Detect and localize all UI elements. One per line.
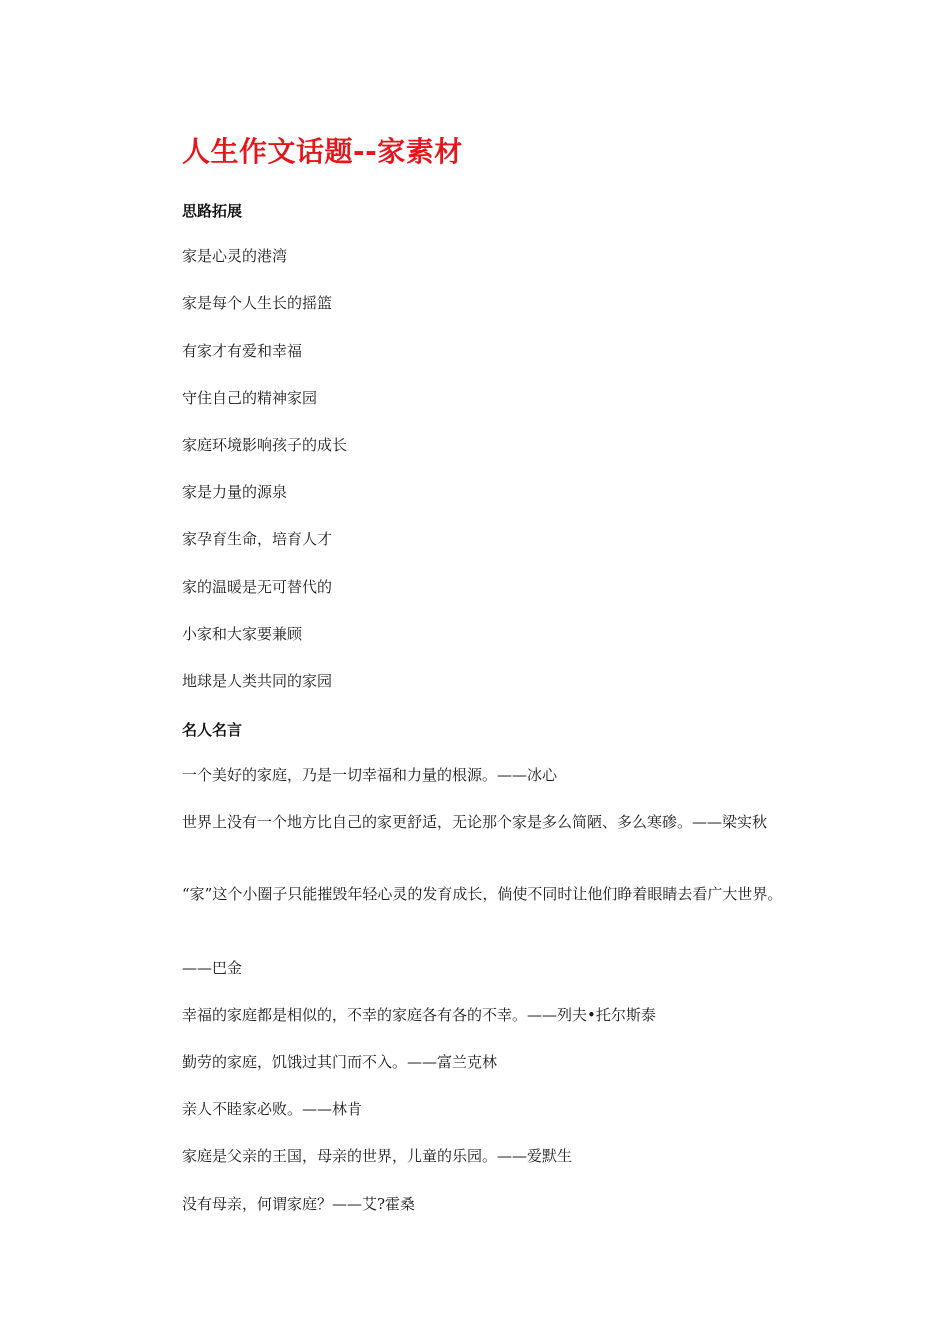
quote-item: 一个美好的家庭，乃是一切幸福和力量的根源。——冰心 bbox=[182, 766, 558, 784]
quote-item: 勤劳的家庭，饥饿过其门而不入。——富兰克林 bbox=[182, 1053, 498, 1071]
idea-item: 家是心灵的港湾 bbox=[182, 247, 288, 265]
idea-item: 家的温暖是无可替代的 bbox=[182, 578, 333, 596]
quote-item: 世界上没有一个地方比自己的家更舒适，无论那个家是多么简陋、多么寒碜。——梁实秋 bbox=[182, 813, 768, 831]
idea-item: 小家和大家要兼顾 bbox=[182, 625, 303, 643]
idea-item: 家是每个人生长的摇篮 bbox=[182, 294, 333, 312]
quote-item: 亲人不睦家必败。——林肯 bbox=[182, 1100, 363, 1118]
idea-item: 地球是人类共同的家园 bbox=[182, 672, 333, 690]
section-heading-ideas: 思路拓展 bbox=[182, 202, 243, 220]
idea-item: 家孕育生命，培育人才 bbox=[182, 530, 333, 548]
idea-item: 家是力量的源泉 bbox=[182, 483, 288, 501]
quote-item: “家”这个小圈子只能摧毁年轻心灵的发育成长，倘使不同时让他们睁着眼睛去看广大世界。 bbox=[182, 885, 783, 903]
idea-item: 有家才有爱和幸福 bbox=[182, 342, 303, 360]
idea-item: 守住自己的精神家园 bbox=[182, 389, 318, 407]
quote-item: 幸福的家庭都是相似的，不幸的家庭各有各的不幸。——列夫•托尔斯泰 bbox=[182, 1006, 656, 1024]
section-heading-quotes: 名人名言 bbox=[182, 721, 243, 739]
idea-item: 家庭环境影响孩子的成长 bbox=[182, 436, 348, 454]
document-title: 人生作文话题--家素材 bbox=[182, 135, 463, 168]
quote-item: 没有母亲，何谓家庭？——艾?霍桑 bbox=[182, 1195, 416, 1213]
quote-item: 家庭是父亲的王国，母亲的世界，儿童的乐园。——爱默生 bbox=[182, 1147, 573, 1165]
quote-attribution: ——巴金 bbox=[182, 959, 243, 977]
